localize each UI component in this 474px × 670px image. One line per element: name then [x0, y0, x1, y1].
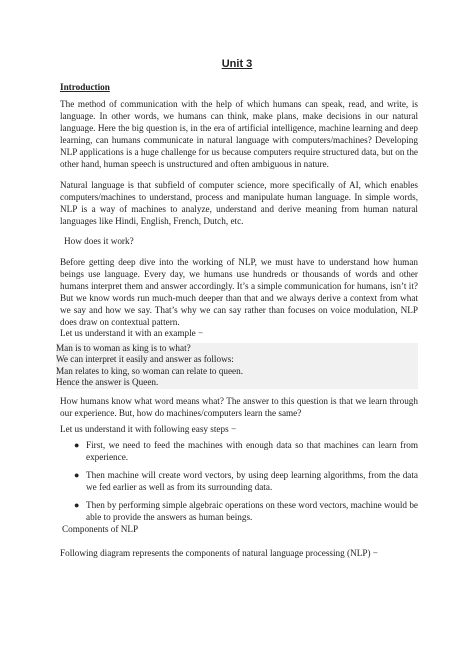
- components-paragraph: Following diagram represents the components of natural language processing (NLP) −: [60, 548, 378, 558]
- example-line-1: Man is to woman as king is to what?: [56, 343, 191, 353]
- example-line-3: Man relates to king, so woman can relate to queen.: [56, 365, 244, 376]
- steps-list: [60, 440, 418, 529]
- bullet-icon: ●: [74, 440, 80, 450]
- list-item: [60, 440, 418, 464]
- bullet-icon: ●: [74, 499, 80, 510]
- list-item: [60, 500, 418, 524]
- example-intro: Let us understand it with an example −: [60, 328, 204, 338]
- step-text: Then by performing simple algebraic operations on these word vectors, machine would be able to provide the answers as human beings.: [86, 499, 418, 522]
- example-line-2: We can interpret it easily and answer as follows:: [56, 354, 234, 365]
- introduction-paragraph-2: Natural language is that subfield of computer science, more specifically of AI, which enables computers/machines to understand, process and manipulate human language. In simple words, NLP is a way of machines to analyze, understand and derive meaning from human natural languages like Hindi, English, French, Dutch, etc.: [60, 180, 418, 226]
- introduction-paragraph-1: The method of communication with the help of which humans can speak, read, and write, is language. In other words, we humans can think, make plans, make decisions in our natural language. Here the big question is, in the era of artificial intelligence, machine learning and deep learning, can humans communicate in natural language with computers/machines? Developing NLP applications is a huge challenge for us because computers require structured data, but on the other hand, human speech is unstructured and often ambiguous in nature.: [60, 99, 418, 169]
- example-box: [56, 343, 418, 389]
- after-example-paragraph: How humans know what word means what? The answer to this question is that we learn through our experience. But, how do machines/computers learn the same?: [60, 396, 418, 418]
- step-text: First, we need to feed the machines with enough data so that machines can learn from experience.: [86, 440, 418, 462]
- bullet-icon: ●: [74, 469, 80, 480]
- list-item: [60, 470, 418, 494]
- how-it-works-heading: How does it work?: [64, 236, 134, 246]
- introduction-heading: Introduction: [60, 82, 110, 92]
- example-line-4: Hence the answer is Queen.: [56, 377, 159, 388]
- how-it-works-paragraph: Before getting deep dive into the working of NLP, we must have to understand how human beings use language. Every day, we humans use hundreds or thousands of words and other humans interpret them and answer accordingly. It’s a simple communication for humans, isn’t it? But we know words run much-much deeper than that and we always derive a context from what we say and how we say. That’s why we can say rather than focuses on voice modulation, NLP does draw on contextual pattern.: [60, 257, 418, 327]
- unit-title: Unit 3: [221, 58, 253, 70]
- components-heading: Components of NLP: [62, 524, 139, 534]
- step-text: Then machine will create word vectors, by using deep learning algorithms, from the data we fed earlier as well as from its surrounding data.: [86, 469, 418, 492]
- steps-intro: Let us understand it with following easy steps −: [60, 424, 237, 434]
